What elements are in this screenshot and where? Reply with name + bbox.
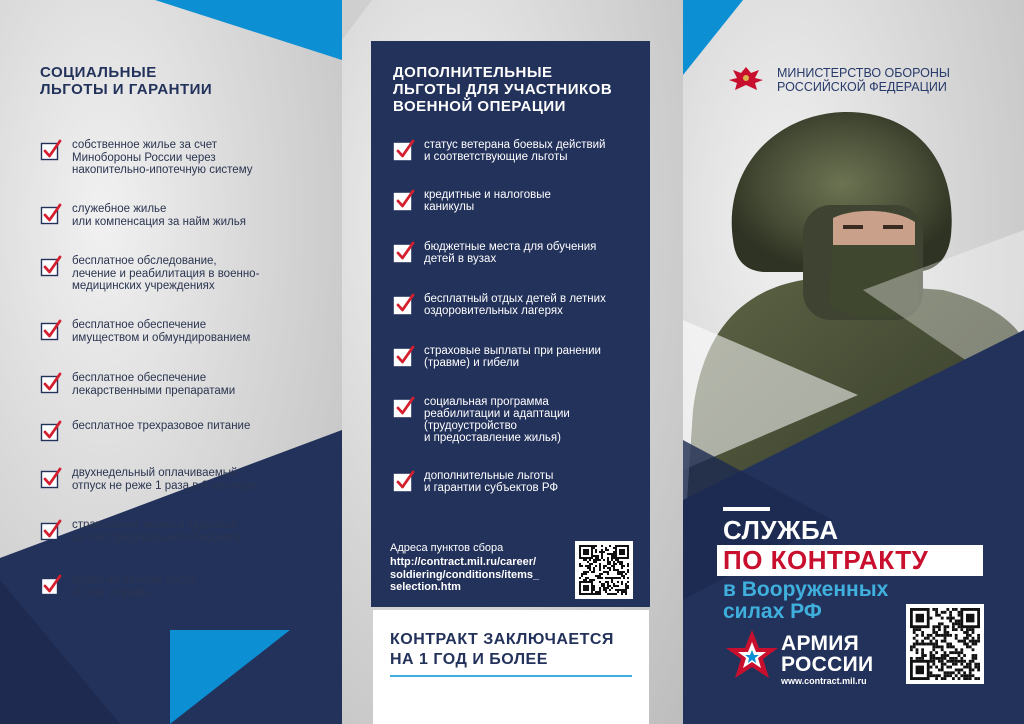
left-benefit-item-text xyxy=(72,203,246,228)
slogan-dash xyxy=(723,507,770,511)
middle-benefit-item-line: и гарантии субъектов РФ xyxy=(424,482,559,494)
middle-benefit-item xyxy=(393,293,643,323)
middle-benefit-item-text xyxy=(424,241,596,265)
middle-benefit-item-line: оздоровительных лагерях xyxy=(424,305,563,317)
left-decor xyxy=(0,0,342,724)
left-benefit-item xyxy=(40,139,336,176)
right-panel xyxy=(683,0,1024,724)
middle-benefit-item-line: страховые выплаты при ранении xyxy=(424,345,601,357)
address-url-line: soldiering/conditions/items_ xyxy=(390,568,540,581)
checkbox-icon xyxy=(40,255,62,277)
qr-code-icon xyxy=(575,541,633,599)
left-benefit-item-text xyxy=(72,255,259,293)
middle-benefit-item xyxy=(393,470,643,500)
middle-benefit-item-line: дополнительные льготы xyxy=(424,470,554,482)
middle-title-line: ДОПОЛНИТЕЛЬНЫЕ xyxy=(393,64,553,81)
left-title-line: СОЦИАЛЬНЫЕ xyxy=(40,64,157,81)
middle-benefit-item-text xyxy=(424,470,558,494)
address-label: Адреса пунктов сбора xyxy=(390,542,504,554)
checkbox-icon xyxy=(393,293,415,315)
middle-benefit-item-text xyxy=(424,396,570,444)
middle-benefit-item xyxy=(393,345,643,375)
left-benefit-item-line: за счет федерального бюджета xyxy=(72,531,241,544)
left-benefit-item xyxy=(40,255,336,292)
ministry-line: МИНИСТЕРСТВО ОБОРОНЫ xyxy=(777,66,950,80)
left-benefit-item xyxy=(40,467,336,497)
contract-line: КОНТРАКТ ЗАКЛЮЧАЕТСЯ xyxy=(390,631,614,648)
left-benefit-item-line: 20 лет службы xyxy=(72,586,151,599)
left-title xyxy=(40,64,212,98)
middle-benefit-item-text xyxy=(424,345,601,369)
left-benefit-item xyxy=(40,319,336,349)
left-benefit-item xyxy=(40,203,336,233)
emblem-icon xyxy=(725,64,767,92)
slogan-subtitle-line: силах РФ xyxy=(723,600,822,623)
contract-line: НА 1 ГОД И БОЛЕЕ xyxy=(390,651,548,668)
checkbox-icon xyxy=(40,372,62,394)
slogan-line-1: СЛУЖБА xyxy=(723,515,839,545)
left-benefit-item-line: лекарственными препаратами xyxy=(72,384,236,397)
left-benefit-item-line: двухнедельный оплачиваемый xyxy=(72,467,238,479)
left-benefit-item-line: лечение и реабилитация в военно- xyxy=(72,267,260,280)
left-benefit-item xyxy=(40,372,336,402)
left-benefit-item-line: бесплатное обследование, xyxy=(72,255,217,267)
checkbox-icon xyxy=(40,519,62,541)
middle-benefit-item-line: статус ветерана боевых действий xyxy=(424,139,606,151)
left-benefit-item-text xyxy=(72,319,250,344)
middle-panel xyxy=(342,0,683,724)
ministry-title xyxy=(777,66,950,94)
left-benefit-item-line: право на пенсию после xyxy=(72,574,197,586)
middle-title xyxy=(393,64,643,115)
navy-column xyxy=(371,41,650,607)
left-benefit-item-text xyxy=(72,372,235,397)
checkbox-icon xyxy=(393,241,415,263)
left-benefit-item xyxy=(40,574,336,604)
address-url-line: http://contract.mil.ru/career/ xyxy=(390,556,537,568)
contract-underline xyxy=(390,675,632,677)
middle-benefit-item-line: реабилитации и адаптации xyxy=(424,408,570,420)
left-benefit-item xyxy=(40,519,336,549)
ministry-line: РОССИЙСКОЙ ФЕДЕРАЦИИ xyxy=(777,80,947,94)
middle-benefit-item-text xyxy=(424,189,551,213)
slogan-line-2: ПО КОНТРАКТУ xyxy=(723,545,929,575)
left-benefit-item-line: бесплатное трехразовое питание xyxy=(72,420,251,432)
left-benefit-item-line: собственное жилье за счет xyxy=(72,139,217,151)
middle-benefit-item xyxy=(393,139,643,169)
left-benefit-item-text xyxy=(72,420,250,433)
left-benefit-item-line: страхование жизни и здоровья xyxy=(72,519,237,531)
left-title-line: ЛЬГОТЫ И ГАРАНТИИ xyxy=(40,81,213,98)
army-line: АРМИЯ xyxy=(781,632,860,655)
army-logo-text xyxy=(781,633,873,675)
middle-benefit-item-line: детей в вузах xyxy=(424,253,497,265)
left-benefit-item-text xyxy=(72,139,253,177)
middle-benefit-item-text xyxy=(424,293,606,317)
checkbox-icon xyxy=(40,574,62,596)
checkbox-icon xyxy=(40,139,62,161)
army-site[interactable]: www.contract.mil.ru xyxy=(781,676,867,686)
checkbox-icon xyxy=(393,470,415,492)
middle-benefit-item-line: бесплатный отдых детей в летних xyxy=(424,293,606,305)
middle-title-line: ЛЬГОТЫ ДЛЯ УЧАСТНИКОВ xyxy=(393,81,613,98)
left-benefit-item-line: служебное жилье xyxy=(72,203,167,215)
left-benefit-item-line: накопительно-ипотечную систему xyxy=(72,164,253,176)
middle-benefit-item-text xyxy=(424,139,605,163)
middle-benefit-item-line: (травме) и гибели xyxy=(424,357,520,369)
middle-benefit-item-line: (трудоустройство xyxy=(424,420,517,432)
left-benefit-item xyxy=(40,420,336,450)
left-benefit-item-line: медицинских учреждениях xyxy=(72,280,215,292)
middle-benefit-item-line: и соответствующие льготы xyxy=(424,151,568,163)
checkbox-icon xyxy=(393,396,415,418)
left-benefit-item-text xyxy=(72,574,197,599)
checkbox-icon xyxy=(40,467,62,489)
slogan-subtitle-line: в Вооруженных xyxy=(723,578,889,601)
middle-benefit-item xyxy=(393,241,643,271)
left-benefit-item-line: отпуск не реже 1 раза в 6 месяцев xyxy=(72,479,257,492)
checkbox-icon xyxy=(393,189,415,211)
address-url-line: selection.htm xyxy=(390,581,461,593)
left-benefit-item-text xyxy=(72,467,256,492)
checkbox-icon xyxy=(393,139,415,161)
middle-title-line: ВОЕННОЙ ОПЕРАЦИИ xyxy=(393,98,566,115)
middle-benefit-item-line: и предоставление жилья) xyxy=(424,432,561,444)
middle-benefit-item xyxy=(393,396,643,444)
middle-benefit-item-line: бюджетные места для обучения xyxy=(424,241,597,253)
left-benefit-item-line: бесплатное обеспечение xyxy=(72,372,207,384)
army-line: РОССИИ xyxy=(781,653,874,676)
qr-code-icon xyxy=(906,604,984,684)
army-star-icon xyxy=(724,628,780,680)
left-benefit-item-line: имуществом и обмундированием xyxy=(72,331,251,344)
middle-benefit-item xyxy=(393,189,643,219)
middle-benefit-item-line: социальная программа xyxy=(424,396,549,408)
address-url[interactable] xyxy=(390,556,560,594)
middle-benefit-item-line: каникулы xyxy=(424,201,475,213)
left-benefit-item-line: или компенсация за найм жилья xyxy=(72,215,246,228)
left-benefit-item-line: Минобороны России через xyxy=(72,151,216,164)
contract-text xyxy=(390,630,614,670)
left-panel xyxy=(0,0,342,724)
checkbox-icon xyxy=(40,319,62,341)
checkbox-icon xyxy=(40,420,62,442)
middle-benefit-item-line: кредитные и налоговые xyxy=(424,189,551,201)
checkbox-icon xyxy=(40,203,62,225)
left-benefit-item-text xyxy=(72,519,240,544)
checkbox-icon xyxy=(393,345,415,367)
left-benefit-item-line: бесплатное обеспечение xyxy=(72,319,207,331)
